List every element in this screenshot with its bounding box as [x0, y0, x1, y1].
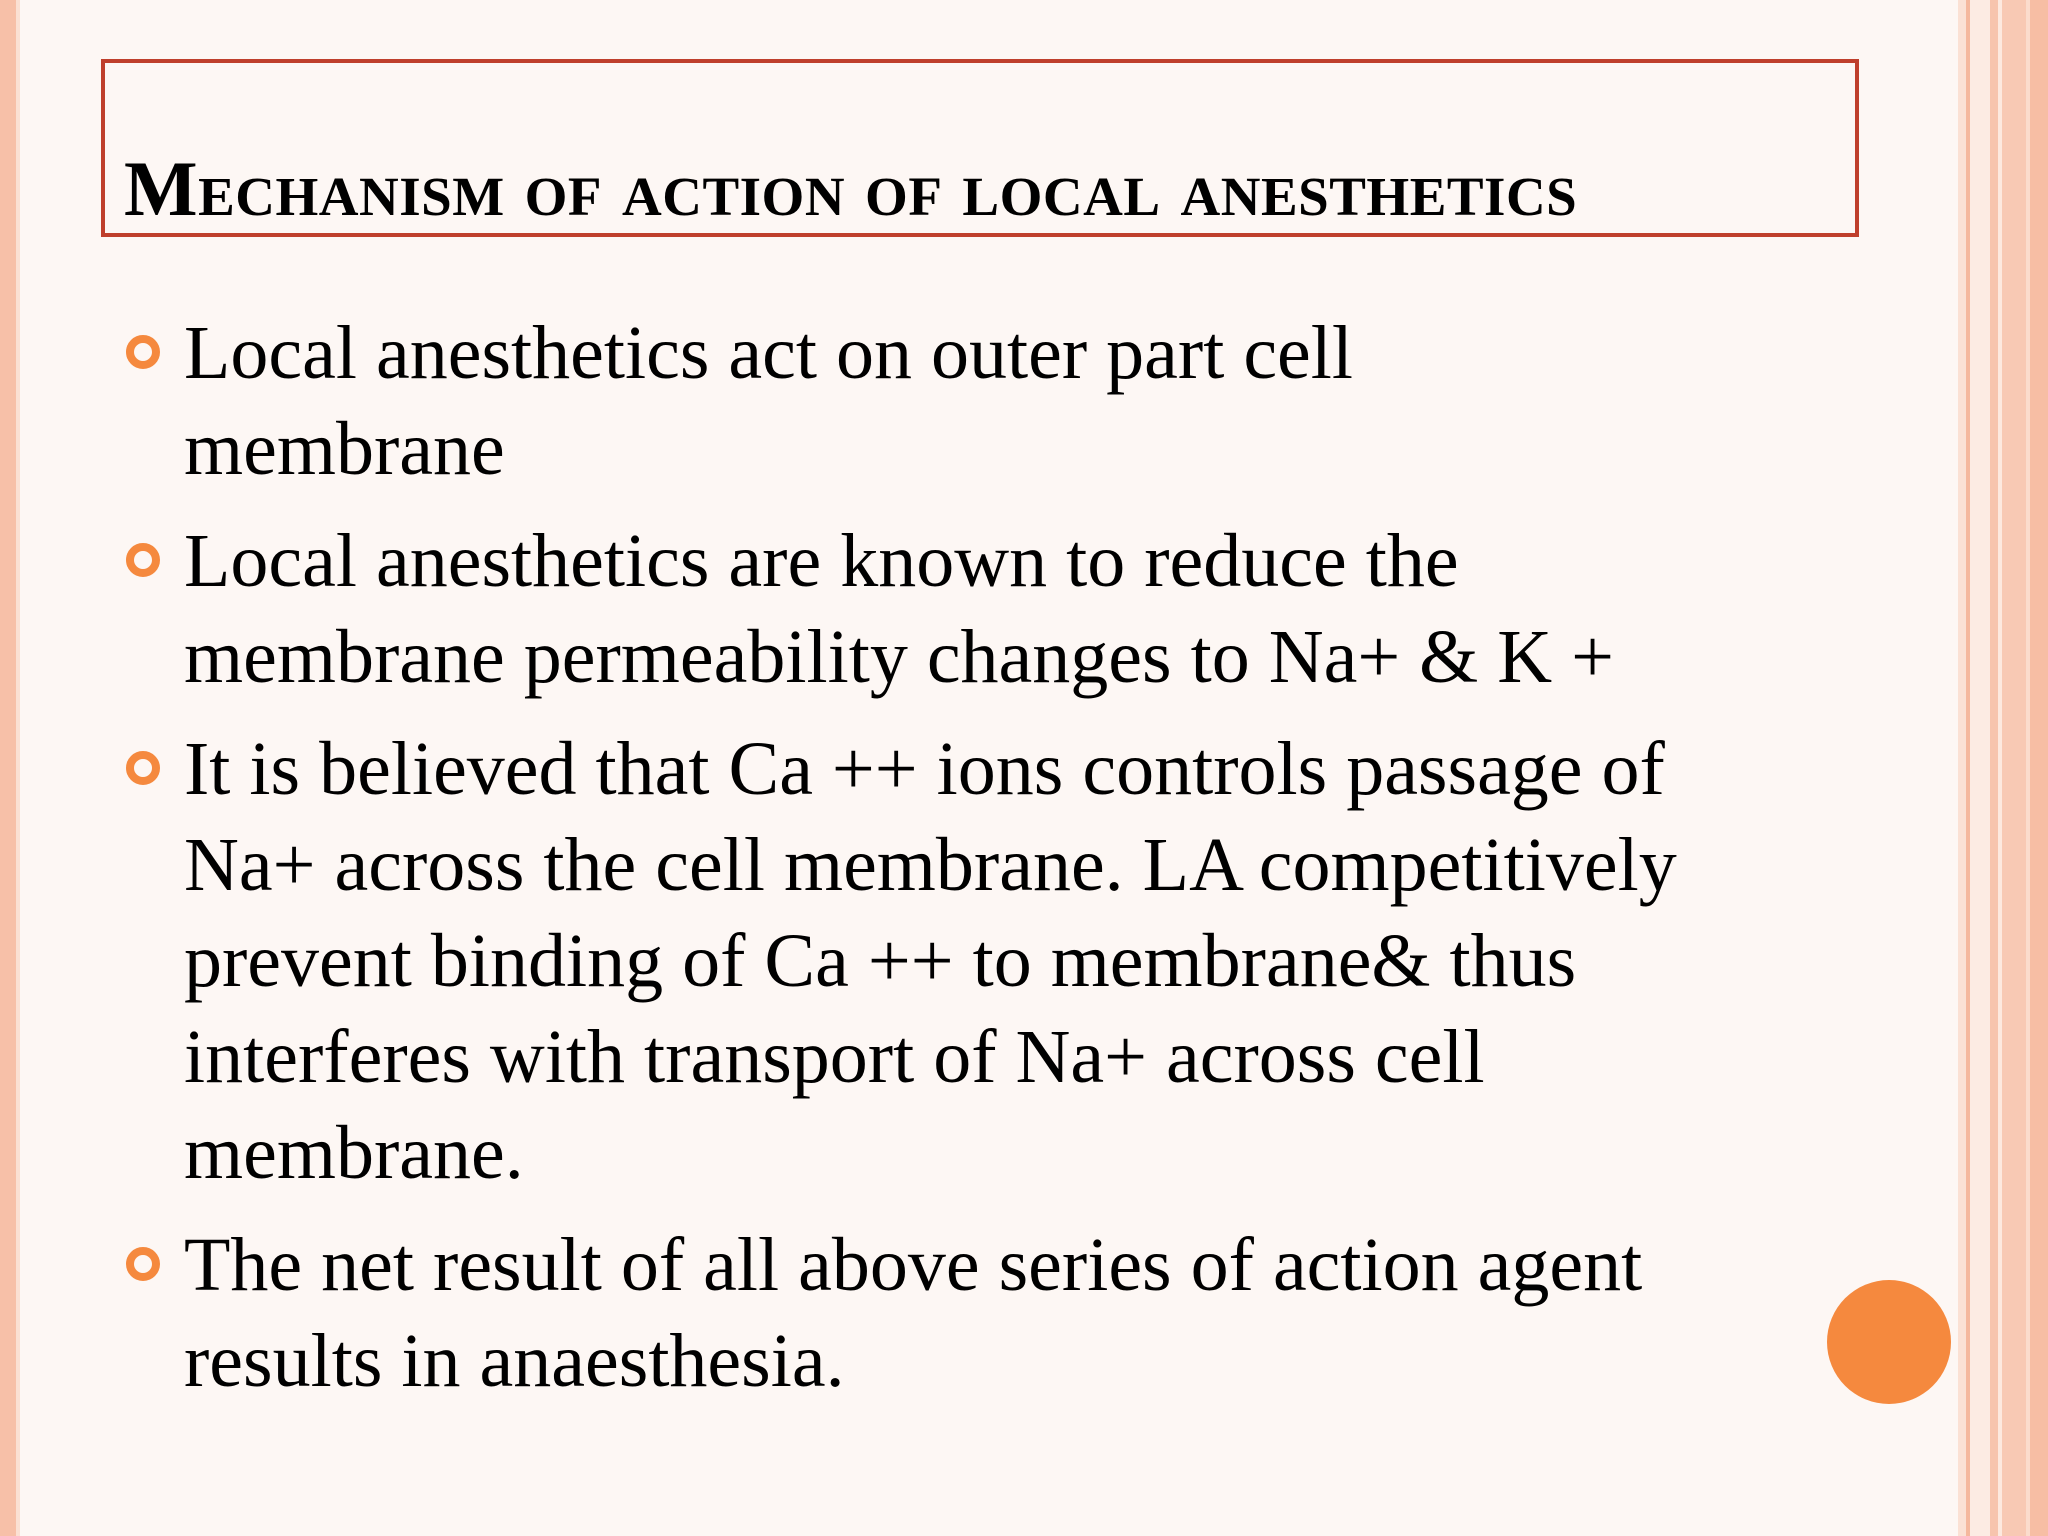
- bullet-text: Local anesthetics act on outer part cell membrane: [184, 311, 1354, 491]
- hollow-circle-bullet-icon: [126, 751, 160, 785]
- left-border-stripe: [0, 0, 16, 1536]
- bullet-text: It is believed that Ca ++ ions controls passage of Na+ across the cell membrane. LA competitively prevent binding of Ca ++ to membrane& thus interferes with transport of Na+ across cell membrane.: [184, 727, 1677, 1195]
- right-stripe: [2002, 0, 2026, 1536]
- slide-title: Mechanism of action of local anesthetics: [124, 145, 1578, 232]
- hollow-circle-bullet-icon: [126, 543, 160, 577]
- orange-circle: [1827, 1280, 1951, 1404]
- right-stripe: [1958, 0, 1966, 1536]
- right-stripe: [1970, 0, 1990, 1536]
- bullet-text: Local anesthetics are known to reduce the membrane permeability changes to Na+ & K +: [184, 519, 1615, 699]
- hollow-circle-bullet-icon: [126, 335, 160, 369]
- bullet-text: The net result of all above series of action agent results in anaesthesia.: [184, 1223, 1643, 1403]
- left-border-inner-stripe: [16, 0, 20, 1536]
- right-stripe: [1990, 0, 1998, 1536]
- hollow-circle-bullet-icon: [126, 1247, 160, 1281]
- right-border-stripes: [1958, 0, 2048, 1536]
- right-stripe: [2030, 0, 2048, 1536]
